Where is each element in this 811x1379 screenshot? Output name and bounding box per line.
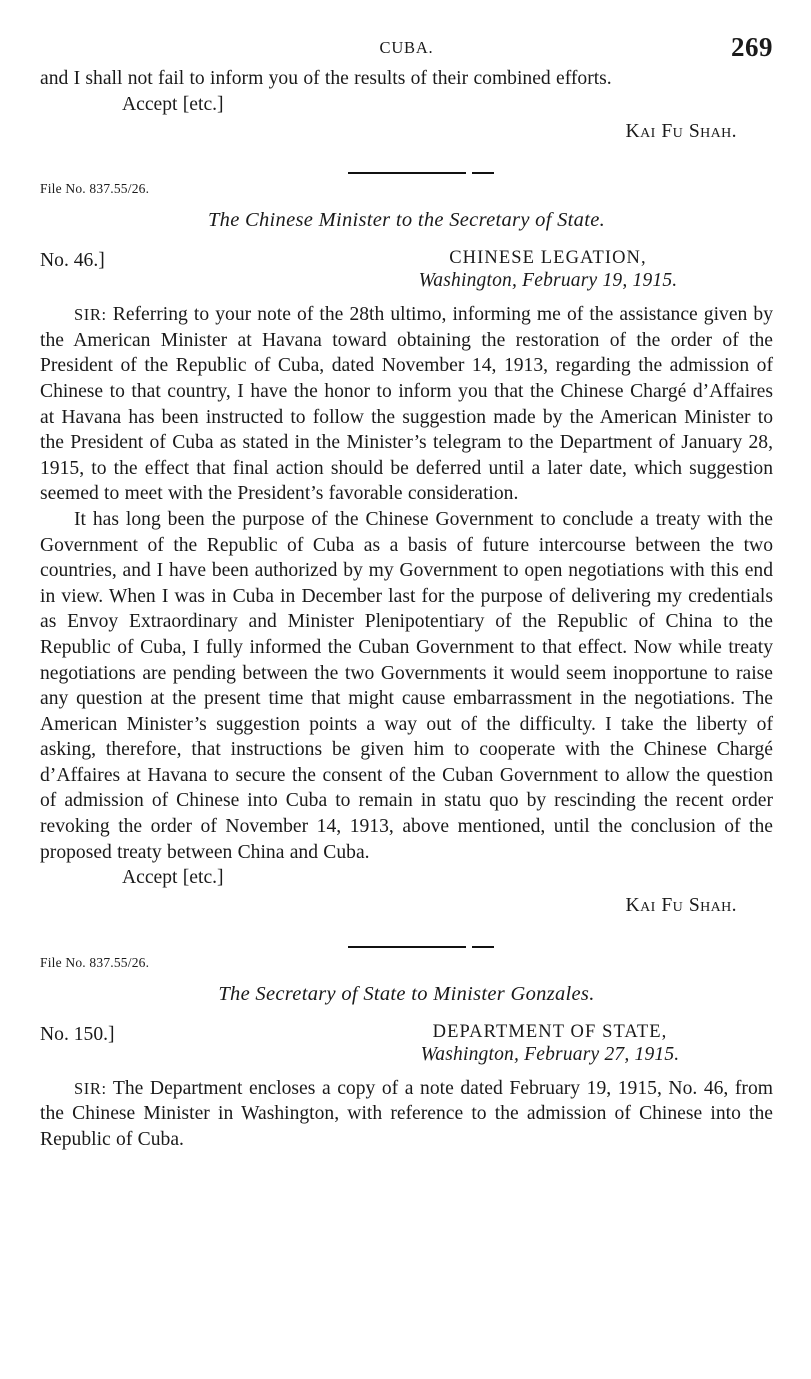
origin-block-1 [333, 248, 763, 292]
file-number-2: File No. 837.55/26. [40, 954, 150, 970]
page-header [40, 32, 773, 66]
paragraph [40, 302, 773, 507]
dispatch-heading-1 [40, 250, 773, 302]
section-divider-2 [40, 921, 773, 949]
document-body-1 [40, 302, 773, 921]
document-title-2: The Secretary of State to Minister Gonzales. [218, 982, 595, 1005]
running-head: CUBA. [379, 38, 434, 57]
signature: Kai Fu Shah. [625, 121, 737, 143]
signature: Kai Fu Shah. [625, 894, 737, 916]
origin-block-2 [335, 1022, 765, 1066]
salutation-1: SIR: [74, 305, 107, 325]
document-continuation [40, 66, 773, 147]
document-body-2 [40, 1076, 773, 1153]
paragraph-text: The Department encloses a copy of a note dated February 19, 1915, No. 46, from the Chinese Minister in Washington, with reference to the admission of Chinese into the Republic of Cuba. [40, 1077, 773, 1151]
paragraph: It has long been the purpose of the Chinese Government to conclude a treaty with the Government of the Republic of Cuba as a basis of future intercourse between the two countries, and I have been authorized by my Government to open negotiations with this end in view. When I was in Cuba in December last for the purpose of delivering my credentials as Envoy Extraordinary and Minister Plenipotentiary of the Republic of China to the Republic of Cuba, I fully informed the Cuban Government to that effect. Now while treaty negotiations are pending between the two Governments it would seem inopportune to raise any question at the present time that might cause embarrassment in the negotiations. The American Minister’s suggestion points a way out of the difficulty. I take the liberty of asking, therefore, that instructions be given him to cooperate with the Chinese Chargé d’Affaires at Havana to secure the consent of the Cuban Government to allow the question of admission of Chinese into Cuba to remain in statu quo by rescinding the recent order revoking the order of November 14, 1913, above mentioned, until the conclusion of the proposed treaty between China and Cuba. [40, 508, 773, 863]
origin-place-1: CHINESE LEGATION, [449, 248, 647, 269]
page-content [40, 32, 773, 1153]
accept-line: Accept [etc.] [122, 867, 224, 889]
origin-date-1: Washington, February 19, 1915. [418, 270, 678, 292]
document-title-1: The Chinese Minister to the Secretary of State. [207, 209, 606, 232]
document-number-1: No. 46.] [40, 250, 105, 272]
continued-paragraph: and I shall not fail to inform you of the results of their combined efforts. [40, 68, 612, 89]
divider-rule [348, 172, 466, 174]
paragraph [40, 1076, 773, 1153]
paragraph-text: Referring to your note of the 28th ultimo, informing me of the assistance given by the American Minister at Havana toward obtaining the restoration of the order of the President of the Republic of Cuba, dated November 14, 1913, regarding the admission of Chinese to that country, I have the honor to inform you that the Chinese Chargé d’Affaires at Havana has been instructed to follow the suggestion made by the American Minister to the President of Cuba as stated in the Minister’s telegram to the Department of January 28, 1915, to the effect that final action should be deferred until a later date, which suggestion seemed to meet with the President’s favorable consideration. [40, 304, 773, 505]
accept-line: Accept [etc.] [122, 93, 224, 115]
section-divider-1 [40, 147, 773, 175]
dispatch-heading-2 [40, 1021, 773, 1076]
file-number-1: File No. 837.55/26. [40, 181, 150, 197]
origin-place-2: DEPARTMENT OF STATE, [432, 1021, 668, 1042]
document-number-2: No. 150.] [40, 1023, 115, 1045]
origin-date-2: Washington, February 27, 1915. [420, 1043, 680, 1065]
divider-rule [348, 946, 466, 948]
page-number: 269 [731, 32, 773, 62]
salutation-2: SIR: [74, 1078, 107, 1098]
